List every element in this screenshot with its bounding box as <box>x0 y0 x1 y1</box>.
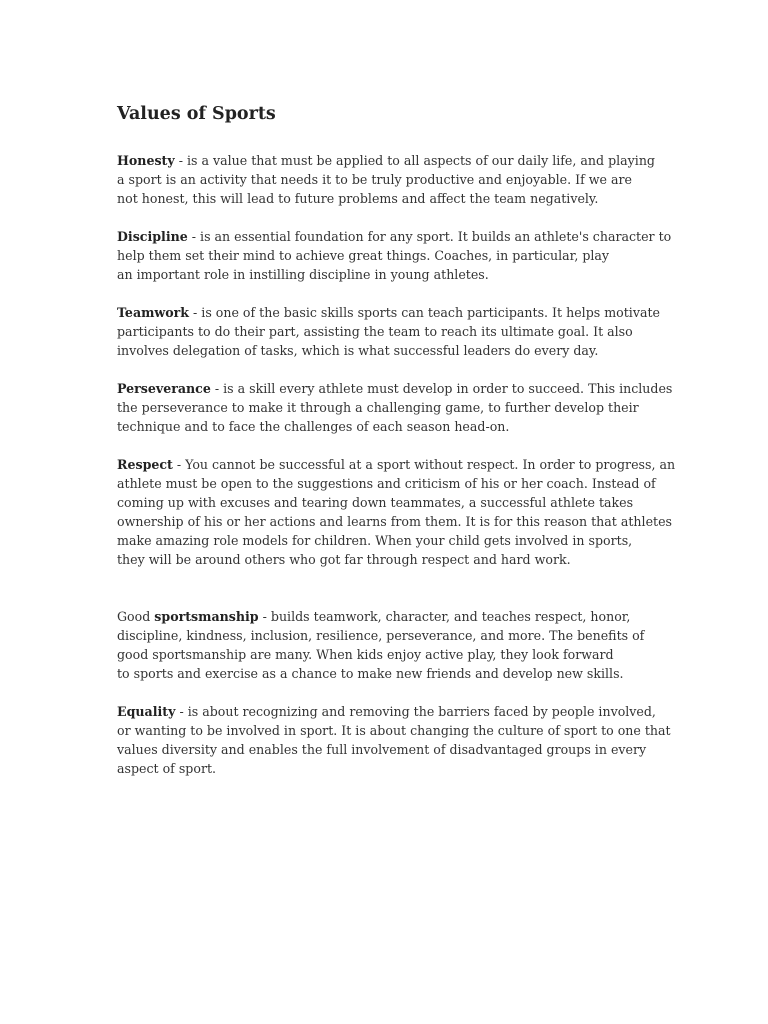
paragraph-line: to sports and exercise as a chance to make new friends and develop new skills. <box>117 666 624 681</box>
term-honesty: Honesty <box>117 153 175 168</box>
paragraph-line: participants to do their part, assisting the team to reach its ultimate goal. It also <box>117 324 633 339</box>
paragraph-line: athlete must be open to the suggestions and criticism of his or her coach. Instead of <box>117 476 656 491</box>
paragraph-teamwork <box>117 303 660 360</box>
term-respect: Respect <box>117 457 173 472</box>
paragraph-line: ownership of his or her actions and learns from them. It is for this reason that athletes <box>117 514 673 529</box>
paragraph-line <box>117 303 660 322</box>
paragraph-respect <box>117 455 676 569</box>
paragraph-line: coming up with excuses and tearing down teammates, a successful athlete takes <box>117 495 634 510</box>
definition-text: - is an essential foundation for any sport. It builds an athlete's character to <box>187 229 672 244</box>
paragraph-line: they will be around others who got far through respect and hard work. <box>117 552 571 567</box>
paragraph-perseverance <box>117 379 673 436</box>
paragraph-line: good sportsmanship are many. When kids enjoy active play, they look forward <box>117 647 614 662</box>
paragraph-line: the perseverance to make it through a challenging game, to further develop their <box>117 400 639 415</box>
paragraph-prefix: Good <box>117 609 155 624</box>
paragraph-line: make amazing role models for children. When your child gets involved in sports, <box>117 533 633 548</box>
paragraph-equality <box>117 702 671 778</box>
paragraph-discipline <box>117 227 672 284</box>
paragraph-line: help them set their mind to achieve great things. Coaches, in particular, play <box>117 248 610 263</box>
paragraph-line <box>117 379 673 398</box>
paragraph-line <box>117 151 657 170</box>
definition-text: - is about recognizing and removing the barriers faced by people involved, <box>175 704 656 719</box>
paragraph-line <box>117 702 657 721</box>
definition-text: - You cannot be successful at a sport without respect. In order to progress, an <box>172 457 676 472</box>
term-sportsmanship: sportsmanship <box>154 609 259 624</box>
paragraph-sportsmanship <box>117 607 657 683</box>
paragraph-line: or wanting to be involved in sport. It is about changing the culture of sport to one that <box>117 723 671 738</box>
paragraph-honesty <box>117 151 657 208</box>
definition-text: - is a skill every athlete must develop in order to succeed. This includes <box>210 381 673 396</box>
paragraph-line: aspect of sport. <box>117 761 217 776</box>
paragraph-line: involves delegation of tasks, which is what successful leaders do every day. <box>117 343 599 358</box>
definition-text: - builds teamwork, character, and teaches respect, honor, <box>258 609 631 624</box>
paragraph-line <box>117 455 676 474</box>
paragraph-line <box>117 607 657 626</box>
term-teamwork: Teamwork <box>117 305 190 320</box>
paragraph-line: a sport is an activity that needs it to be truly productive and enjoyable. If we are <box>117 172 632 187</box>
definition-text: - is one of the basic skills sports can teach participants. It helps motivate <box>189 305 660 320</box>
paragraph-line: values diversity and enables the full involvement of disadvantaged groups in every <box>117 742 647 757</box>
paragraph-line: an important role in instilling discipline in young athletes. <box>117 267 489 282</box>
term-equality: Equality <box>117 704 176 719</box>
paragraph-line: discipline, kindness, inclusion, resilience, perseverance, and more. The benefits of <box>117 628 645 643</box>
paragraph-line <box>117 227 672 246</box>
paragraph-line: not honest, this will lead to future problems and affect the team negatively. <box>117 191 599 206</box>
document-title: Values of Sports <box>117 104 276 124</box>
document-page <box>117 100 676 778</box>
paragraph-line: technique and to face the challenges of each season head-on. <box>117 419 510 434</box>
term-discipline: Discipline <box>117 229 188 244</box>
term-perseverance: Perseverance <box>117 381 211 396</box>
definition-text: - is a value that must be applied to all aspects of our daily life, and playing <box>174 153 655 168</box>
